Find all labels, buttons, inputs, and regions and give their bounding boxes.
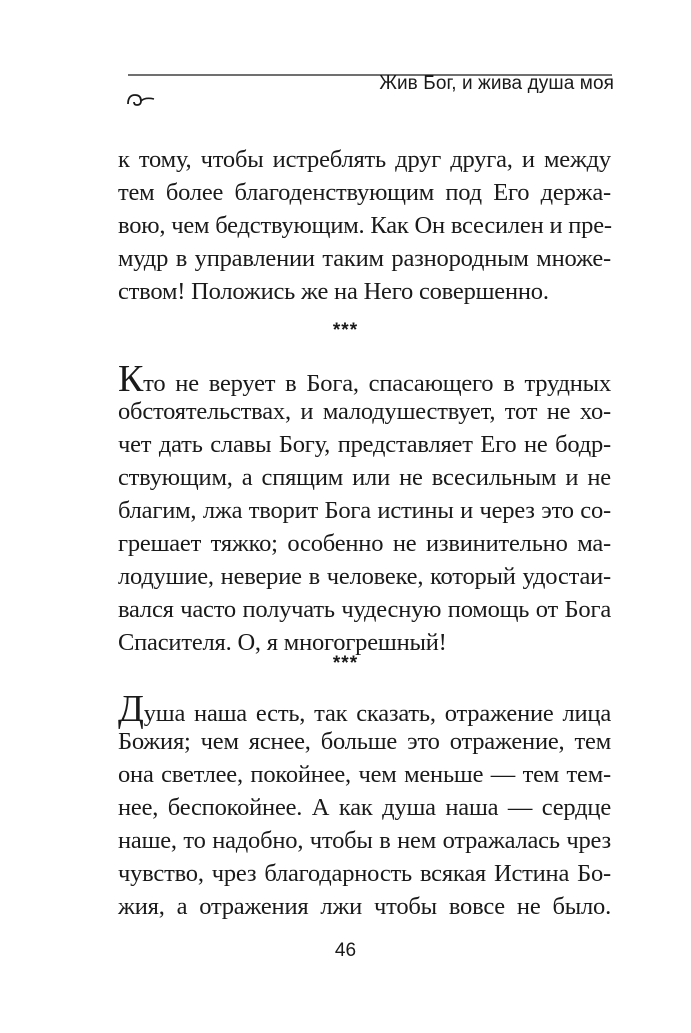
- section-separator: ***: [332, 320, 359, 341]
- text-line-content: то не верует в Бога, спасающего в трудных: [143, 370, 611, 397]
- text-line: ством! Положись же на Него совершенно.: [118, 278, 549, 305]
- text-line: вался часто получать чудесную помощь от Бога: [118, 596, 611, 623]
- text-line: вою, чем бедствующим. Как Он всесилен и пре-: [118, 212, 612, 239]
- text-line: обстоятельствах, и малодушествует, тот не хо-: [118, 398, 611, 425]
- text-line: чет дать славы Богу, представляет Его не бодр-: [118, 431, 611, 458]
- text-line: ствующим, а спящим или не всесильным и не: [118, 464, 611, 491]
- text-line: она светлее, покойнее, чем меньше — тем тем-: [118, 761, 611, 788]
- text-line-content: уша наша есть, так сказать, отражение лица: [143, 700, 611, 727]
- section-separator: ***: [332, 653, 359, 674]
- text-line: грешает тяжко; особенно не извинительно ма-: [118, 530, 611, 557]
- running-head: [114, 58, 614, 108]
- drop-cap: Д: [118, 688, 144, 730]
- text-line: чувство, чрез благодарность всякая Истина Бо-: [118, 860, 611, 887]
- page-number: 46: [334, 940, 357, 961]
- text-line-with-drop-cap: [118, 358, 611, 400]
- running-title: Жив Бог, и жива душа моя: [379, 73, 614, 94]
- text-line: жия, а отражения лжи чтобы вовсе не было.: [118, 893, 611, 920]
- text-line: к тому, чтобы истреблять друг друга, и между: [118, 146, 611, 173]
- text-line: благим, лжа творит Бога истины и через это со-: [118, 497, 611, 524]
- text-line: мудр в управлении таким разнородным множе-: [118, 245, 611, 272]
- text-line: Божия; чем яснее, больше это отражение, тем: [118, 728, 611, 755]
- text-line: нее, беспокойнее. А как душа наша — сердце: [118, 794, 611, 821]
- text-line: тем более благоденствующим под Его держа-: [118, 179, 611, 206]
- drop-cap: К: [118, 358, 144, 400]
- text-line: наше, то надобно, чтобы в нем отражалась чрез: [118, 827, 611, 854]
- text-line: Спасителя. О, я многогрешный!: [118, 629, 447, 656]
- text-line-with-drop-cap: [118, 688, 611, 730]
- text-line: лодушие, неверие в человеке, который удостаи-: [118, 563, 611, 590]
